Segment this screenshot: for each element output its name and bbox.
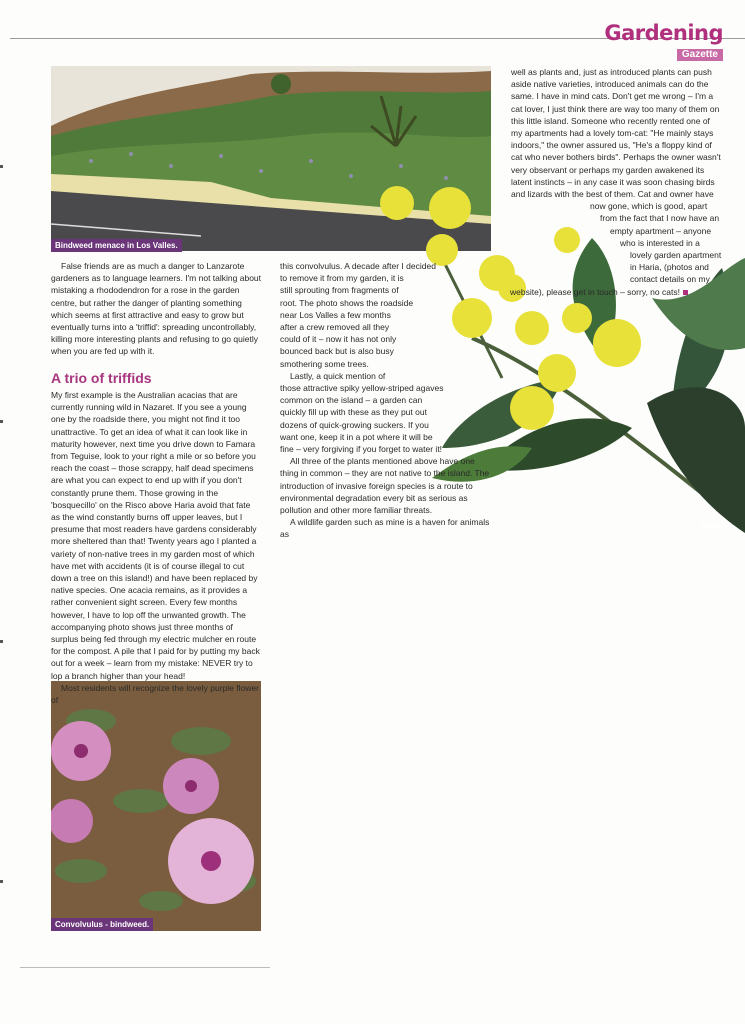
edge-mark [0,165,3,168]
edge-mark [0,420,3,423]
body-paragraph-7-text: well as plants and, just as introduced plants can push aside native varieties, introduced animals can do the same. I have in mind cats. Don't get me wrong – I'm a cat lover, I just think there are way too many of them on this little island. Someone who recently rented one of my apartments had a lovely tom-cat: "He mainly stays indoors," the owner assured us, "He's a floppy kind of cat who never bothers birds". Perhaps the owner wasn't very observant or perhaps my garden awakened its latent instincts – in any case it was soon chasing birds and lizards with the best of them. Cat and owner have now gone, which is good, apart from the fact that I now have an empty apartment – anyone who is interested in a lovely garden apartment in Haria, (photos and contact details on my website), please get in touch – sorry, no cats! [510,67,722,297]
edge-mark [0,880,3,883]
edge-mark [0,640,3,643]
article-intro-column [51,260,261,358]
body-paragraph-4: Lastly, a quick mention of those attractive spiky yellow-striped agaves common on the island – a garden can quickly fill up with these as they put out dozens of quick-growing suckers. If you want one, keep it in a pot where it will be fine – very forgiving if you forget to water it! [280,370,444,455]
body-paragraph-3: this convolvulus. A decade after I decided to remove it from my garden, it is still sprouting from fragments of root. The photo shows the roadside near Los Valles a few months after a crew removed all they could of it – now it has not only bounced back but is also busy smothering some trees. [280,261,436,369]
masthead-title: Gardening [604,21,723,45]
roadside-caption: Bindweed menace in Los Valles. [51,239,182,252]
masthead [604,22,723,62]
body-paragraph-1: My first example is the Australian acacias that are currently running wild in Nazaret. If you see a young one by the roadside there, you might not find it too unattractive. To get an idea of what it can look like in maturity however, next time you drive down to Famara from Teguise, look to your right a mile or so before you reach the coast – those scrappy, half dead specimens are what you can expect to end up with if you don't constantly prune them. Those growing in the 'bosquecillo' on the Risco above Haria avoid that fate as the wind constantly burns off upper leaves, but I presume that most readers have gardens considerably more sheltered than that! Twenty years ago I planted a variety of non-native trees in my garden most of which have met with accidents (it is of course illegal to cut down a tree on this island!) and have been replaced by native species. One acacia remains, as it provides a rather convenient sight screen. Every few months however, I have to lop off the unwanted growth. The accompanying photo shows just three months of surplus being fed through my electric mulcher en route for the compost. A pile that I paid for by putting my back out for a week – learn from my mistake: NEVER try to lop a branch higher than your head! [51,390,260,681]
article-column-1 [51,389,261,706]
body-paragraph-5: All three of the plants mentioned above have one thing in common – they are not native to the island. The introduction of invasive foreign species is a route to environmental degradation every bit as serious as pollution and other more familiar threats. [280,456,490,516]
bottom-rule [20,967,270,968]
section-heading: A trio of triffids [51,370,152,386]
convolvulus-caption: Convolvulus - bindweed. [51,918,153,931]
convolvulus-photo [51,681,261,931]
article-column-3 [510,66,722,298]
masthead-subtitle: Gazette [677,49,723,61]
convolvulus-illustration [51,681,261,931]
end-mark-icon [683,290,688,295]
body-paragraph-2: Most residents will recognize the lovely purple flower of [51,682,259,706]
body-paragraph-6: A wildlife garden such as mine is a haven for animals as [280,517,490,540]
acacia-caption: Acacia. [700,521,729,530]
article-column-2 [280,260,495,541]
intro-paragraph: False friends are as much a danger to Lanzarote gardeners as to language learners. I'm not talking about mistaking a rhododendron for a rose in the garden centre, but rather the danger of planting something which seems at first attractive and easy to grow but eventually turns into a 'triffid': spreading uncontrollably, killing more interesting plants and refusing to go quietly when you are fed up with it. [51,261,262,357]
